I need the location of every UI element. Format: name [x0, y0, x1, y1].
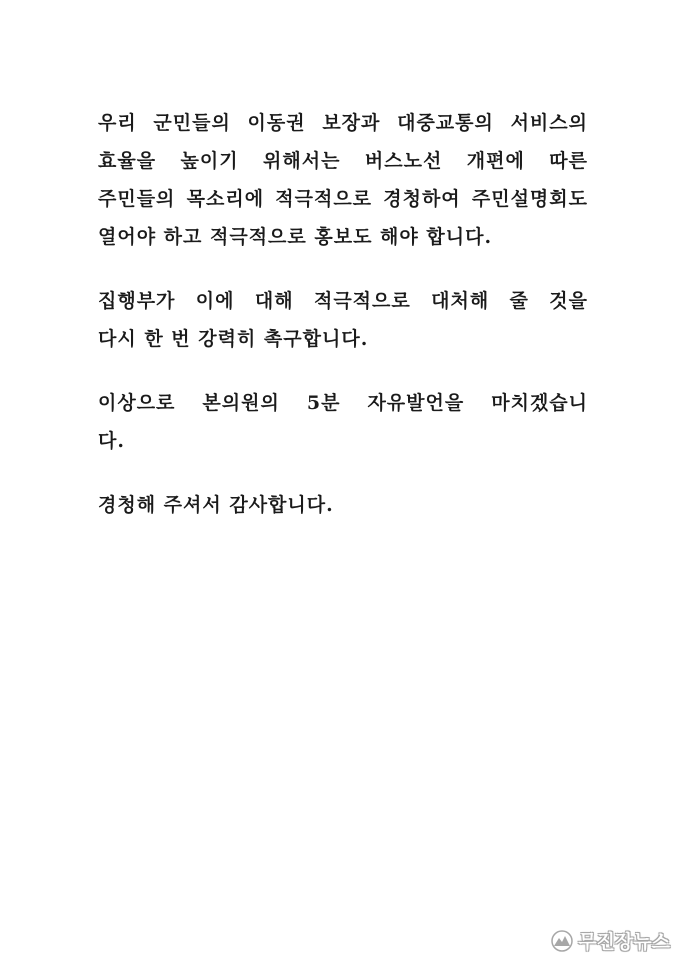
mountain-logo-icon [551, 930, 573, 952]
paragraph-3 [98, 384, 588, 460]
paragraph-1-line-3: 주민들의 목소리에 적극적으로 경청하여 주민설명회도 [98, 188, 588, 210]
watermark [551, 927, 670, 954]
paragraph-3-line-1: 이상으로 본의원의 5분 자유발언을 마치겠습니 [98, 392, 588, 414]
paragraph-2-line-1: 집행부가 이에 대해 적극적으로 대처해 줄 것을 [98, 290, 588, 312]
watermark-text: 무진장뉴스 [578, 931, 670, 953]
paragraph-1 [98, 104, 588, 256]
paragraph-2-line-2: 다시 한 번 강력히 촉구합니다. [98, 328, 369, 350]
paragraph-4 [98, 486, 588, 524]
paragraph-1-line-1: 우리 군민들의 이동권 보장과 대중교통의 서비스의 [98, 112, 588, 134]
paragraph-4-line-1: 경청해 주셔서 감사합니다. [98, 494, 334, 516]
paragraph-2 [98, 282, 588, 358]
document-body [98, 104, 588, 550]
paragraph-1-line-4: 열어야 하고 적극적으로 홍보도 해야 합니다. [98, 226, 493, 248]
paragraph-3-line-2: 다. [98, 430, 125, 452]
paragraph-1-line-2: 효율을 높이기 위해서는 버스노선 개편에 따른 [98, 150, 588, 172]
